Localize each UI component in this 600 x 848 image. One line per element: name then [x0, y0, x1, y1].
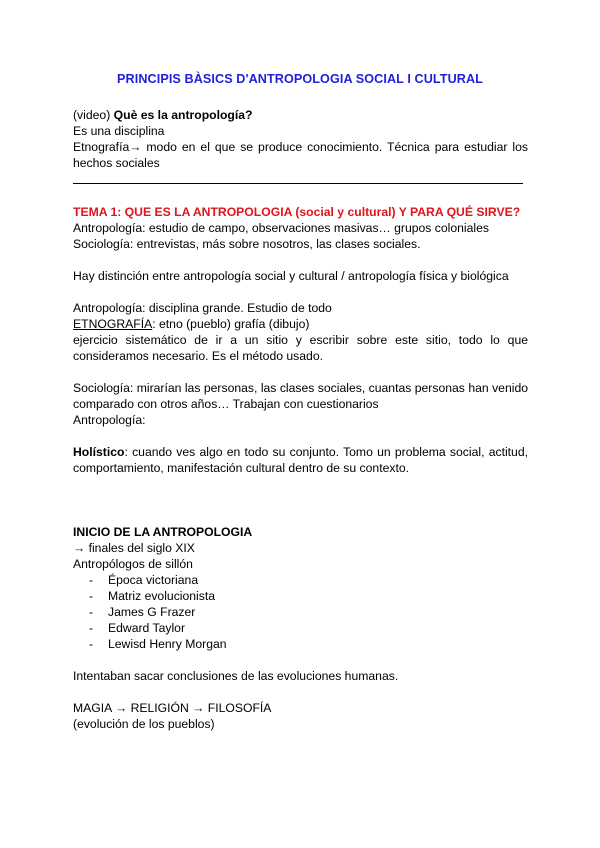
etnografia-def: : etno (pueblo) grafía (dibujo): [152, 317, 310, 331]
holistico-label: Holístico: [73, 445, 125, 459]
list-item: - Lewisd Henry Morgan: [89, 637, 227, 651]
holistico-line-2: comportamiento, manifestación cultural dentro de su contexto.: [73, 461, 410, 475]
evolucion-line: (evolución de los pueblos): [73, 717, 215, 731]
holistico-def: : cuando ves algo en todo su conjunto. Tomo un problema social, actitud,: [124, 445, 528, 459]
sillon-line: Antropólogos de sillón: [73, 557, 193, 571]
distincion-line: Hay distinción entre antropología social y cultural / antropología física y biológica: [73, 269, 509, 283]
tema1-heading: TEMA 1: QUE ES LA ANTROPOLOGIA (social y cultural) Y PARA QUÉ SIRVE?: [73, 205, 521, 219]
etnografia-label: ETNOGRAFÍA: [73, 317, 153, 331]
video-line: [73, 107, 252, 123]
intro-line-1: Es una disciplina: [73, 124, 165, 138]
video-prefix: (video): [73, 108, 111, 122]
antropologia-empty-line: Antropología:: [73, 413, 146, 427]
sociologia-line: Sociología: entrevistas, más sobre nosotros, las clases sociales.: [73, 237, 421, 251]
inicio-heading: INICIO DE LA ANTROPOLOGIA: [73, 525, 253, 539]
ejercicio-line-1: ejercicio sistemático de ir a un sitio y escribir sobre este sitio, todo lo que: [73, 333, 528, 347]
video-title: Què es la antropología?: [113, 108, 253, 122]
document-title: PRINCIPIS BÀSICS D'ANTROPOLOGIA SOCIAL I CULTURAL: [117, 72, 483, 86]
list-item: - Época victoriana: [89, 573, 199, 587]
arrow-line: → finales del siglo XIX: [73, 541, 195, 555]
list-item: - James G Frazer: [89, 605, 196, 619]
etnografia-line-1: Etnografía→ modo en el que se produce conocimiento. Técnica para estudiar los: [73, 140, 528, 154]
holistico-line-1: [73, 444, 528, 460]
conclusiones-line: Intentaban sacar conclusiones de las evoluciones humanas.: [73, 669, 399, 683]
horizontal-rule: [73, 183, 523, 184]
sociologia2-line-2: comparado con otros años… Trabajan con cuestionarios: [73, 397, 379, 411]
ejercicio-line-2: consideramos necesario. Es el método usado.: [73, 349, 323, 363]
etnografia-def-line: [73, 316, 309, 332]
sociologia2-line-1: Sociología: mirarían las personas, las clases sociales, cuantas personas han venido: [73, 381, 528, 395]
list-item: - Edward Taylor: [89, 621, 185, 635]
etnografia-line-2: hechos sociales: [73, 156, 160, 170]
antropologia-line: Antropología: estudio de campo, observaciones masivas… grupos coloniales: [73, 221, 489, 235]
list-item: - Matriz evolucionista: [89, 589, 216, 603]
magia-line: MAGIA → RELIGIÓN → FILOSOFÍA: [73, 701, 272, 715]
antropologia-grande-line: Antropología: disciplina grande. Estudio de todo: [73, 301, 332, 315]
